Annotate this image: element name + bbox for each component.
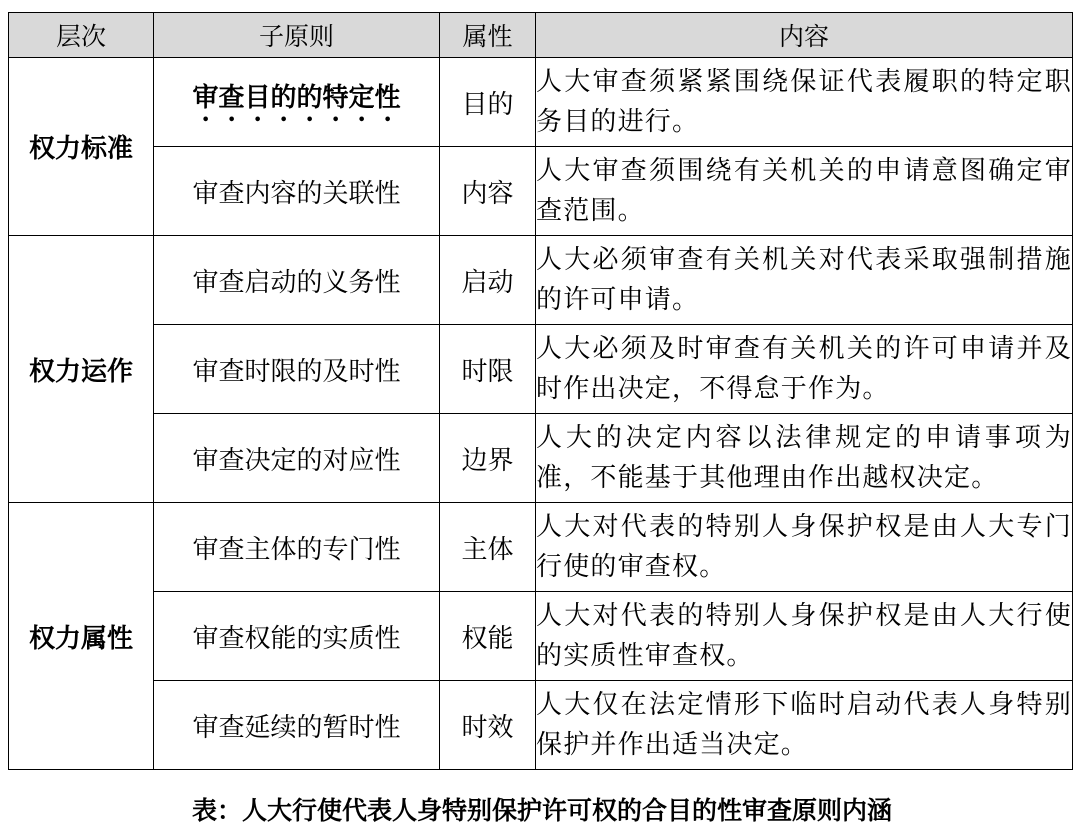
- content-cell: 人大对代表的特别人身保护权是由人大行使的实质性审查权。: [536, 592, 1073, 681]
- table-row: [9, 325, 1073, 414]
- level-cell: 权力属性: [9, 503, 154, 770]
- content-cell: 人大审查须围绕有关机关的申请意图确定审查范围。: [536, 147, 1073, 236]
- sub-principle-cell: 审查时限的及时性: [154, 325, 440, 414]
- table-row: [9, 681, 1073, 770]
- sub-principle-cell: 审查决定的对应性: [154, 414, 440, 503]
- content-cell: 人大必须及时审查有关机关的许可申请并及时作出决定，不得怠于作为。: [536, 325, 1073, 414]
- sub-principle-cell: 审查权能的实质性: [154, 592, 440, 681]
- header-sub-principle: 子原则: [154, 13, 440, 58]
- content-cell: 人大审查须紧紧围绕保证代表履职的特定职务目的进行。: [536, 58, 1073, 147]
- table-header-row: [9, 13, 1073, 58]
- table-caption: 表：人大行使代表人身特别保护许可权的合目的性审查原则内涵: [191, 796, 892, 825]
- sub-principle-cell: 审查主体的专门性: [154, 503, 440, 592]
- content-cell: 人大仅在法定情形下临时启动代表人身特别保护并作出适当决定。: [536, 681, 1073, 770]
- content-cell: 人大必须审查有关机关对代表采取强制措施的许可申请。: [536, 236, 1073, 325]
- table-row: [9, 414, 1073, 503]
- header-level: 层次: [9, 13, 154, 58]
- table-row: [9, 236, 1073, 325]
- attribute-cell: 权能: [440, 592, 536, 681]
- table-row: [9, 592, 1073, 681]
- content-cell: 人大的决定内容以法律规定的申请事项为准，不能基于其他理由作出越权决定。: [536, 414, 1073, 503]
- emphasized-sub-principle: 审查目的的特定性: [192, 82, 401, 113]
- attribute-cell: 启动: [440, 236, 536, 325]
- level-cell: 权力运作: [9, 236, 154, 503]
- header-content: 内容: [536, 13, 1073, 58]
- attribute-cell: 目的: [440, 58, 536, 147]
- attribute-cell: 边界: [440, 414, 536, 503]
- table-row: [9, 503, 1073, 592]
- header-attribute: 属性: [440, 13, 536, 58]
- sub-principle-cell: 审查延续的暂时性: [154, 681, 440, 770]
- principles-table: [8, 12, 1073, 770]
- sub-principle-cell: 审查内容的关联性: [154, 147, 440, 236]
- attribute-cell: 时限: [440, 325, 536, 414]
- attribute-cell: 主体: [440, 503, 536, 592]
- sub-principle-cell: [154, 58, 440, 147]
- attribute-cell: 时效: [440, 681, 536, 770]
- sub-principle-cell: 审查启动的义务性: [154, 236, 440, 325]
- level-cell: 权力标准: [9, 58, 154, 236]
- attribute-cell: 内容: [440, 147, 536, 236]
- content-cell: 人大对代表的特别人身保护权是由人大专门行使的审查权。: [536, 503, 1073, 592]
- table-row: [9, 147, 1073, 236]
- table-row: [9, 58, 1073, 147]
